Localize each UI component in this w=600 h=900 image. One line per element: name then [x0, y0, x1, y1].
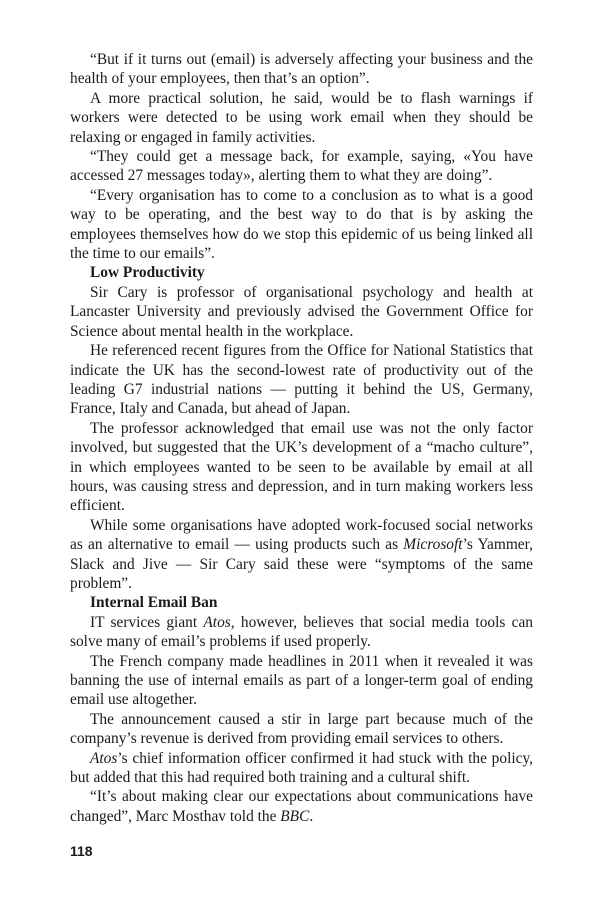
- company-name-microsoft: Microsoft: [403, 536, 463, 554]
- paragraph-announcement-stir: The announcement caused a stir in large part because much of the company’s revenue is derived from providing email services to others.: [70, 710, 533, 748]
- paragraph-mosthav-quote: [70, 787, 533, 826]
- paragraph-ons-figures: He referenced recent figures from the Office for National Statistics that indicate the UK has the second-lowest rate of productivity out of the leading G7 industrial nations — putting it behind the US, Germany, France, Italy and Canada, but ahead of Japan.: [70, 342, 533, 418]
- paragraph-french-company: The French company made headlines in 2011 when it revealed it was banning the use of internal emails as part of a longer-term goal of ending email use altogether.: [70, 652, 533, 709]
- company-name-atos: Atos: [90, 749, 118, 767]
- text-span: IT services giant: [90, 613, 204, 631]
- text-span: , however, believes that social media tools can solve many of email’s problems if used properly.: [70, 613, 533, 651]
- text-span: ’s Yammer, Slack and Jive — Sir Cary said these were “symptoms of the same problem”.: [70, 536, 533, 592]
- text-span: .: [309, 807, 314, 825]
- text-span: ’s chief information officer confirmed it had stuck with the policy, but added that this had required both training and a cultural shift.: [70, 749, 533, 787]
- page-number: 118: [70, 843, 93, 859]
- text-span: “It’s about making clear our expectations about communications have changed”, Marc Mosthav told the: [70, 788, 533, 825]
- book-page: [70, 50, 533, 870]
- paragraph-quote-option: “But if it turns out (email) is adversely affecting your business and the health of your employees, then that’s an option”.: [70, 51, 533, 88]
- paragraph-atos-cio: [70, 749, 533, 788]
- paragraph-social-networks: [70, 516, 533, 594]
- section-heading-internal-email-ban: Internal Email Ban: [90, 594, 218, 612]
- article-body: [70, 50, 533, 826]
- paragraph-message-back: “They could get a message back, for example, saying, «You have accessed 27 messages today», alerting them to what they are doing”.: [70, 148, 533, 185]
- paragraph-every-organisation: “Every organisation has to come to a conclusion as to what is a good way to be operating, and the best way to do that is by asking the employees themselves how do we stop this epidemic of us being linked all the time to our emails”.: [70, 186, 533, 263]
- text-span: While some organisations have adopted work-focused social networks as an alternative to email — using products such as: [70, 516, 533, 554]
- paragraph-atos-social-media: [70, 613, 533, 652]
- broadcaster-name-bbc: BBC: [280, 807, 310, 825]
- paragraph-flash-warnings: A more practical solution, he said, would be to flash warnings if workers were detected to be using work email when they should be relaxing or engaged in family activities.: [70, 89, 533, 146]
- company-name-atos: Atos: [203, 613, 231, 631]
- paragraph-sir-cary: Sir Cary is professor of organisational psychology and health at Lancaster University and previously advised the Government Office for Science about mental health in the workplace.: [70, 283, 533, 340]
- section-heading-low-productivity: Low Productivity: [90, 264, 205, 282]
- paragraph-macho-culture: The professor acknowledged that email use was not the only factor involved, but suggested that the UK’s development of a “macho culture”, in which employees wanted to be seen to be available by email at all hours, was causing stress and depression, and in turn making workers less efficient.: [70, 419, 533, 515]
